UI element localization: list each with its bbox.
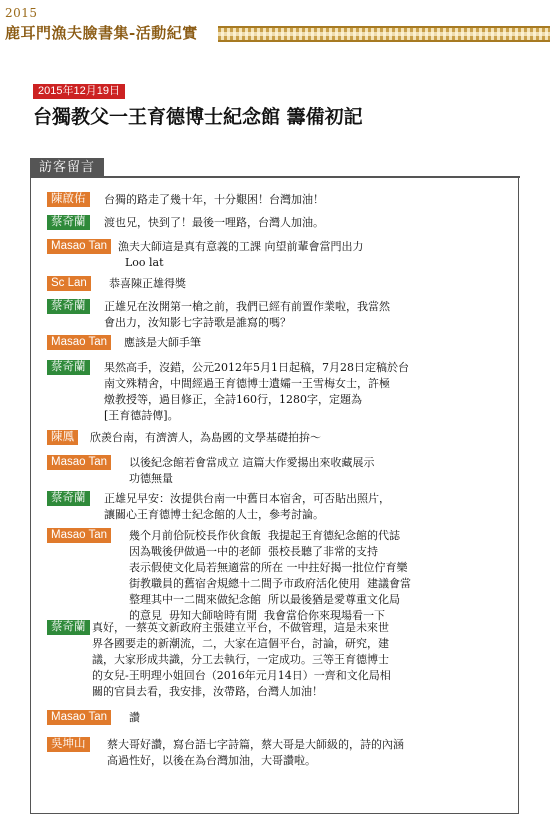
book-title: 鹿耳門漁夫臉書集-活動紀實 [5,24,198,42]
comment-text: 漁夫大師這是真有意義的工課 向望前輩會當門出力 Loo lat [118,240,364,269]
commenter-name: Sc Lan [47,276,91,291]
comment-text: 幾个月前佮阮校長作伙食飯 我提起王育德紀念館的代誌 因為戰後伊做過一中的老師 張校長聽了非常的支持 表示假使文化局若無適當的所在 一中拄好揭一批位佇育樂 街教職員的舊宿舍規總十二間予市政府活化使用 建議會當 整理其中一二間來做紀念館 所以最後猶是愛尊重文化局 的意見 毋知大師啥時有閒 我會當佮你來現場看一下 [129,529,411,622]
commenter-name: 陳啟佑 [47,192,90,207]
comment-text: 真好，一蔡英文新政府主張建立平台，不做管理，這是未來世 界各國要走的新潮流，二，大家在這個平台，討論，研究，建 議，大家形成共識，分工去執行，一定成功。三等王育德博士 的女兒-王明理小姐回台（2016年元月14日）一齊和文化局相 關的官員去看，我安排，汝帶路，台灣人加油！ [92,621,391,698]
commenter-name: 蔡奇蘭 [47,299,90,314]
comment-text: 應該是大師手筆 [124,336,201,349]
comment-text: 正雄兄在汝開第一槍之前，我們已經有前置作業啦，我當然 會出力，汝知影七字詩歌是誰寫的嗎？ [104,300,390,329]
comment-text: 台獨的路走了幾十年，十分艱困！台灣加油！ [104,193,324,206]
commenter-name: 蔡奇蘭 [47,491,90,506]
commenter-name: Masao Tan [47,239,111,254]
commenter-name: 蔡奇蘭 [47,360,90,375]
commenter-name: Masao Tan [47,528,111,543]
commenter-name: Masao Tan [47,710,111,725]
guestbook-tab: 訪客留言 [30,158,104,178]
page-header [0,0,550,48]
comment-text: 讚 [129,711,140,724]
commenter-name: Masao Tan [47,455,111,470]
comment-text: 果然高手，沒錯，公元2012年5月1日起稿，7月28日定稿於台 南文殊精舍，中間經過王育德博士遺孀一王雪梅女士，許極 燉教授等，過目修正，全詩160行，1280字，定題為 [王育德詩傳]。 [104,361,409,422]
comment-text: 欣羨台南，有濟濟人，為島國的文學基礎拍拚～ [90,431,321,444]
article-date-badge: 2015年12月19日 [33,84,125,99]
comment-text: 以後紀念館若會當成立 這篇大作愛揚出來收藏展示 功德無量 [129,456,375,485]
commenter-name: 吳坤山 [47,737,90,752]
comment-text: 正雄兄早安：汝提供台南一中舊日本宿舍，可否貼出照片， 讓關心王育德博士紀念館的人士，參考討論。 [104,492,390,521]
comment-text: 蔡大哥好讚，寫台語七字詩篇，蔡大哥是大師級的，詩的內涵 高過性好，以後在為台灣加油，大哥讚啦。 [107,738,404,767]
comment-text: 渡也兄，快到了！最後一哩路，台灣人加油。 [104,216,324,229]
header-year: 2015 [5,6,38,20]
article-title: 台獨教父一王育德博士紀念館 籌備初記 [33,106,363,128]
commenter-name: 蔡奇蘭 [47,620,90,635]
commenter-name: 蔡奇蘭 [47,215,90,230]
header-ornament-band [218,26,550,42]
commenter-name: 陳鳳 [47,430,78,445]
comment-text: 恭喜陳正雄得獎 [109,277,186,290]
commenter-name: Masao Tan [47,335,111,350]
